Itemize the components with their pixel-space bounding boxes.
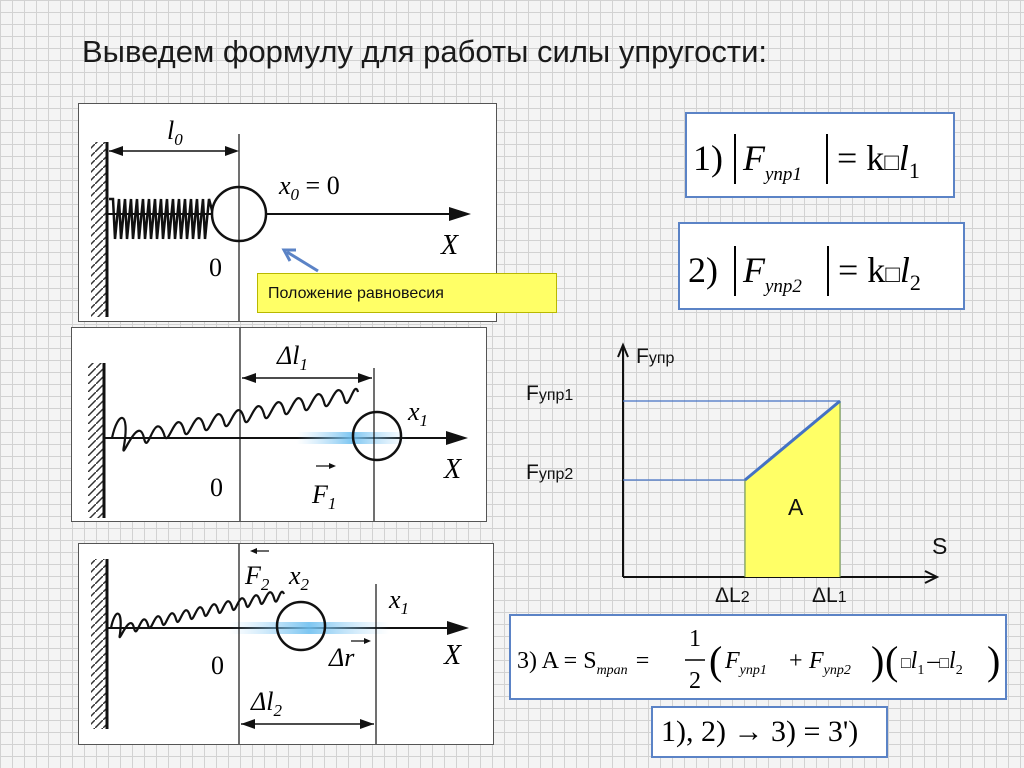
f1-label: $F_1$: [312, 480, 337, 513]
graph-dl2-label: ΔL2: [715, 584, 750, 607]
x1-label: $x_1$: [408, 397, 429, 430]
formula-1-force: $F_{упр1}$: [743, 138, 802, 185]
formula-1-number: 1): [693, 138, 723, 178]
formula-2-math: [680, 224, 963, 308]
spring-stretched-drawing: [72, 328, 486, 521]
dim-arrow-left-icon: [241, 719, 255, 729]
x-axis-label: X: [444, 454, 462, 485]
x2-label: $x_2$: [289, 561, 310, 594]
dim-arrow-right-icon: [360, 719, 374, 729]
formula-3-lhs: 3) $A = S_{трап}$ =: [517, 648, 650, 678]
paren-open: (: [709, 638, 723, 683]
x1-label: $x_1$: [389, 585, 410, 618]
formula-3-fa: $F_{упр1}$: [725, 648, 767, 678]
x0-label: $x_0 = 0$: [279, 171, 340, 204]
formula-2: [678, 222, 965, 310]
graph-x-label: S: [932, 533, 948, 559]
graph-dl1-label: ΔL1: [812, 584, 847, 607]
formula-1: [685, 112, 955, 198]
work-area-trapezoid: [745, 401, 840, 577]
formula-3-dl: $□l_1$ $-□l_2$: [901, 648, 963, 678]
formula-4: [651, 706, 888, 758]
spring-figure-stretched-2: [78, 543, 494, 745]
graph-area-label: A: [788, 494, 804, 520]
equilibrium-note: Положение равновесия: [257, 273, 557, 313]
wall-hatch: [91, 559, 107, 729]
dr-vector-arrowhead-icon: [364, 638, 371, 644]
formula-1-rhs: = $k□l_1$: [837, 138, 920, 183]
spring-coils: [109, 199, 213, 239]
x-axis-arrow-icon: [447, 621, 469, 635]
dim-arrow-right-icon: [225, 146, 239, 156]
spring-figure-stretched-1: [71, 327, 487, 522]
formula-2-rhs: = $k□l_2$: [838, 250, 921, 295]
formula-2-number: 2): [688, 250, 718, 290]
f1-vector-arrowhead-icon: [329, 463, 336, 469]
dl2-label: $\Delta l_2$: [251, 687, 282, 720]
spring-compressed-drawing: [79, 544, 493, 744]
paren-close: ): [871, 638, 885, 683]
force-glow: [229, 622, 389, 634]
fraction-numerator: 1: [689, 626, 701, 652]
x-axis-label: X: [444, 640, 462, 671]
x-axis-arrow-icon: [449, 207, 471, 221]
paren-open-2: (: [885, 638, 899, 683]
graph-f1-label: Fупр1: [526, 382, 574, 405]
dl1-label: $\Delta l_1$: [277, 341, 308, 374]
fraction-denominator: 2: [689, 668, 701, 694]
dim-arrow-left-icon: [109, 146, 123, 156]
slide-title: Выведем формулу для работы силы упругости:: [82, 34, 767, 69]
origin-label: 0: [209, 253, 222, 282]
f2-label: $F_2$: [245, 561, 270, 594]
formula-2-force: $F_{упр2}$: [743, 250, 802, 297]
wall-hatch: [88, 363, 104, 518]
formula-4-text: 1), 2) → 3) = 3'): [661, 715, 859, 748]
f2-vector-arrowhead-icon: [250, 548, 257, 554]
x-axis-arrow-icon: [446, 431, 468, 445]
origin-label: 0: [211, 651, 224, 680]
origin-label: 0: [210, 473, 223, 502]
formula-1-math: [687, 114, 953, 196]
dim-arrow-left-icon: [242, 373, 256, 383]
wall-hatch: [91, 142, 107, 317]
formula-3-plus: +: [789, 648, 803, 674]
graph-f2-label: Fупр2: [526, 461, 574, 484]
dim-arrow-right-icon: [358, 373, 372, 383]
formula-3-math: [511, 616, 1005, 698]
formula-3-fb: $F_{упр2}$: [809, 648, 851, 678]
l0-label: $l_0$: [167, 116, 183, 149]
formula-3: [509, 614, 1007, 700]
paren-close-2: ): [987, 638, 1001, 683]
x-axis-label: X: [441, 230, 459, 261]
graph-y-label: Fупр: [636, 345, 675, 368]
dr-label: Δr: [329, 643, 355, 672]
